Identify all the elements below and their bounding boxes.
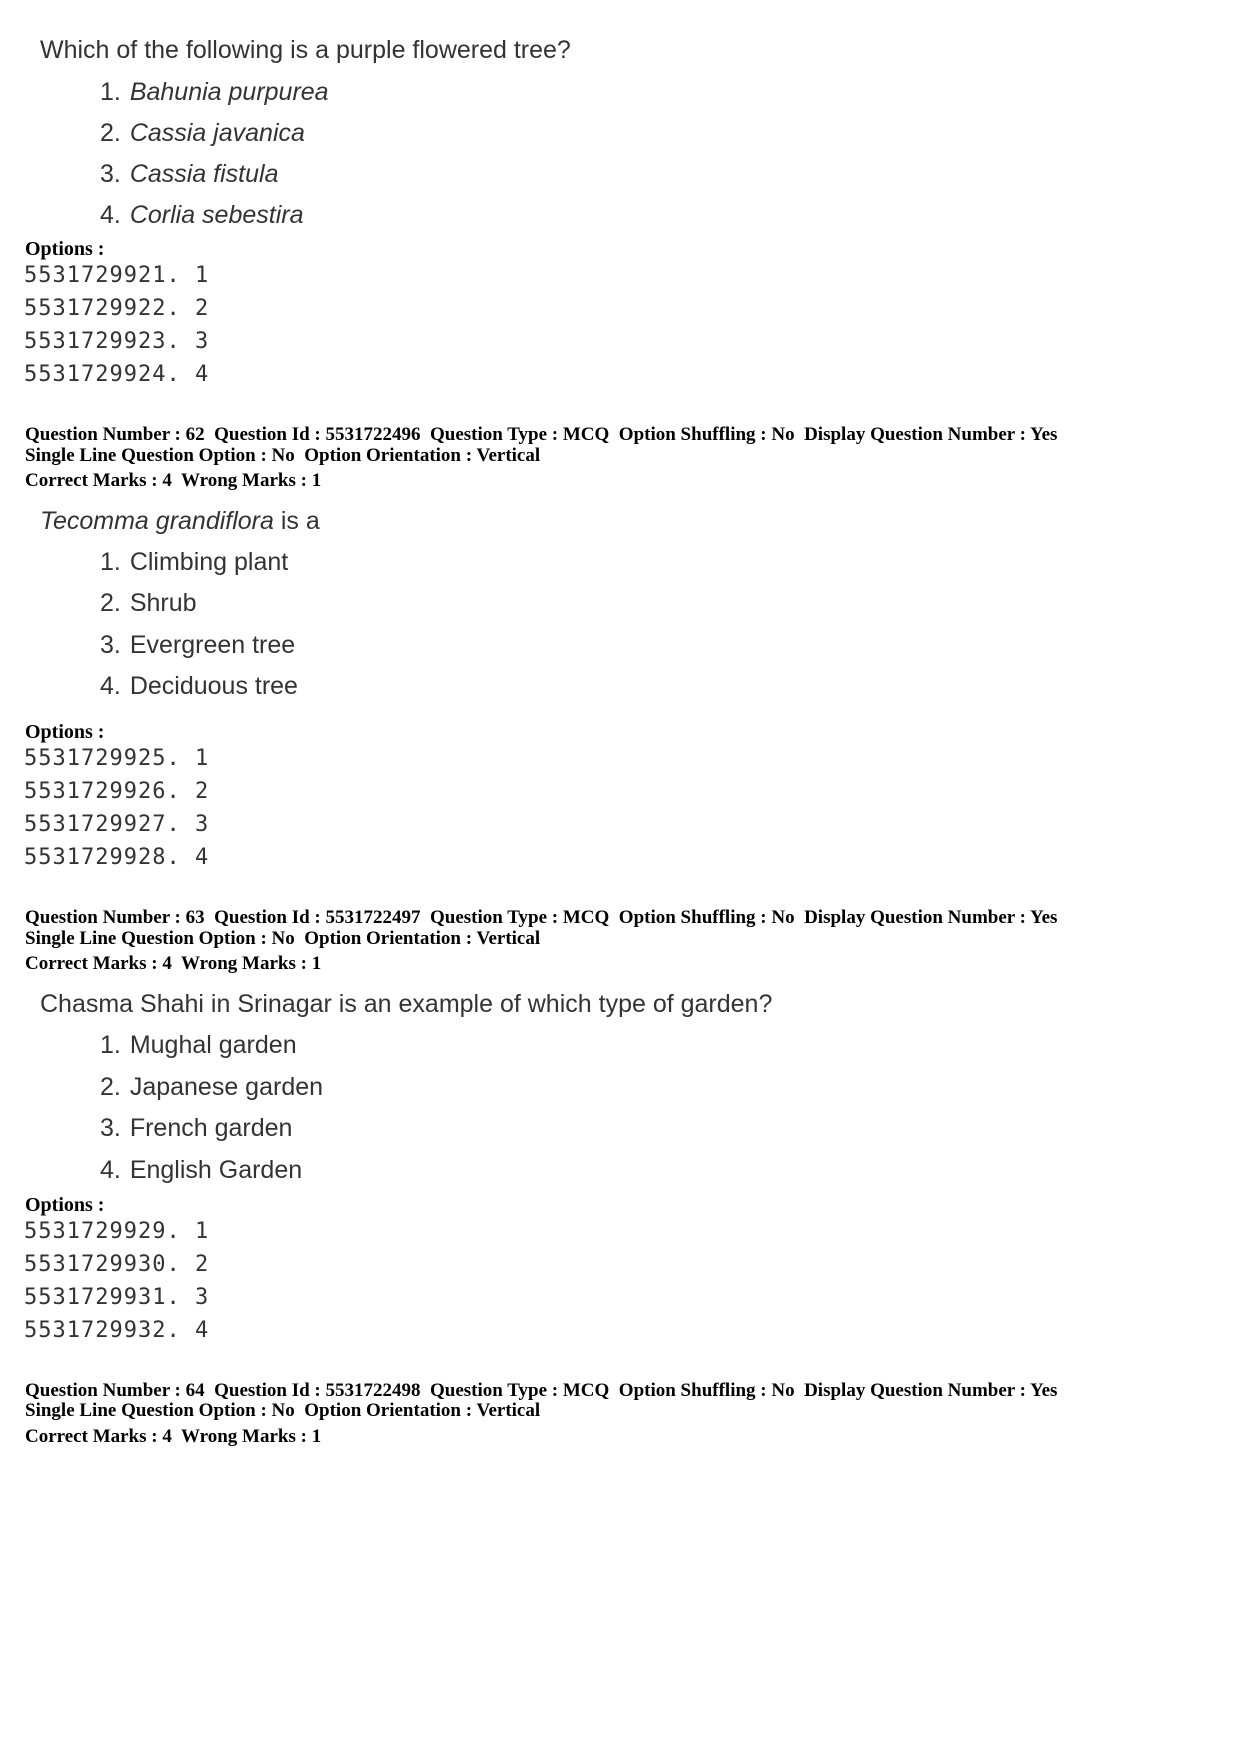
option-id-row: 5531729926. 2 [24, 779, 210, 804]
option-id-row: 5531729929. 1 [24, 1219, 210, 1244]
choice-number: 3. [100, 631, 121, 659]
choice-number: 3. [100, 160, 121, 188]
question-meta-options: Single Line Question Option : No Option Orientation : Vertical [25, 928, 541, 949]
option-id-row: 5531729930. 2 [24, 1252, 210, 1277]
choice-text: Shrub [129, 589, 197, 617]
choice-number: 1. [100, 1031, 121, 1059]
choice-1 [100, 548, 288, 577]
options-heading: Options : [25, 238, 105, 260]
choice-text: English Garden [129, 1156, 303, 1184]
choice-number: 2. [100, 1073, 121, 1101]
option-id-row: 5531729923. 3 [24, 329, 210, 354]
option-id-row: 5531729928. 4 [24, 845, 210, 870]
choice-text: Mughal garden [129, 1031, 297, 1059]
choice-text: Evergreen tree [129, 631, 296, 659]
question-text-rest: is a [273, 507, 320, 535]
choice-number: 1. [100, 78, 121, 106]
choice-2 [100, 1073, 323, 1102]
question-meta: Question Number : 64 Question Id : 5531722498 Question Type : MCQ Option Shuffling : No Display Question Number : Yes [25, 1380, 1058, 1401]
option-id-row: 5531729925. 1 [24, 746, 210, 771]
choice-1 [100, 1031, 297, 1060]
choice-text: Cassia javanica [129, 119, 305, 147]
choice-text: Corlia sebestira [129, 201, 304, 229]
question-text: Chasma Shahi in Srinagar is an example of which type of garden? [40, 990, 773, 1018]
choice-3 [100, 1114, 292, 1143]
choice-number: 4. [100, 672, 121, 700]
choice-2 [100, 589, 197, 618]
option-id-row: 5531729927. 3 [24, 812, 210, 837]
choice-text: Deciduous tree [129, 672, 298, 700]
choice-number: 4. [100, 201, 121, 229]
question-meta-options: Single Line Question Option : No Option Orientation : Vertical [25, 1400, 541, 1421]
choice-text: French garden [129, 1114, 293, 1142]
choice-number: 2. [100, 119, 121, 147]
choice-3 [100, 160, 278, 189]
option-id-row: 5531729924. 4 [24, 362, 210, 387]
question-text: Which of the following is a purple flowered tree? [40, 36, 571, 64]
choice-2 [100, 119, 305, 148]
question-marks: Correct Marks : 4 Wrong Marks : 1 [25, 953, 322, 974]
option-id-row: 5531729931. 3 [24, 1285, 210, 1310]
options-heading: Options : [25, 1194, 105, 1216]
choice-number: 3. [100, 1114, 121, 1142]
choice-3 [100, 631, 295, 660]
choice-text: Climbing plant [129, 548, 289, 576]
choice-text: Japanese garden [129, 1073, 324, 1101]
choice-4 [100, 201, 304, 230]
question-text-italic: Tecomma grandiflora [40, 507, 274, 535]
options-heading: Options : [25, 721, 105, 743]
question-meta-options: Single Line Question Option : No Option Orientation : Vertical [25, 445, 541, 466]
choice-number: 2. [100, 589, 121, 617]
choice-text: Cassia fistula [129, 160, 279, 188]
question-meta: Question Number : 62 Question Id : 5531722496 Question Type : MCQ Option Shuffling : No Display Question Number : Yes [25, 424, 1058, 445]
choice-4 [100, 672, 298, 701]
option-id-row: 5531729932. 4 [24, 1318, 210, 1343]
choice-number: 1. [100, 548, 121, 576]
question-text [40, 507, 320, 536]
choice-1 [100, 78, 329, 107]
question-meta: Question Number : 63 Question Id : 5531722497 Question Type : MCQ Option Shuffling : No Display Question Number : Yes [25, 907, 1058, 928]
choice-4 [100, 1156, 302, 1185]
question-marks: Correct Marks : 4 Wrong Marks : 1 [25, 470, 322, 491]
question-marks: Correct Marks : 4 Wrong Marks : 1 [25, 1426, 322, 1447]
choice-number: 4. [100, 1156, 121, 1184]
option-id-row: 5531729921. 1 [24, 263, 210, 288]
option-id-row: 5531729922. 2 [24, 296, 210, 321]
choice-text: Bahunia purpurea [129, 78, 329, 106]
